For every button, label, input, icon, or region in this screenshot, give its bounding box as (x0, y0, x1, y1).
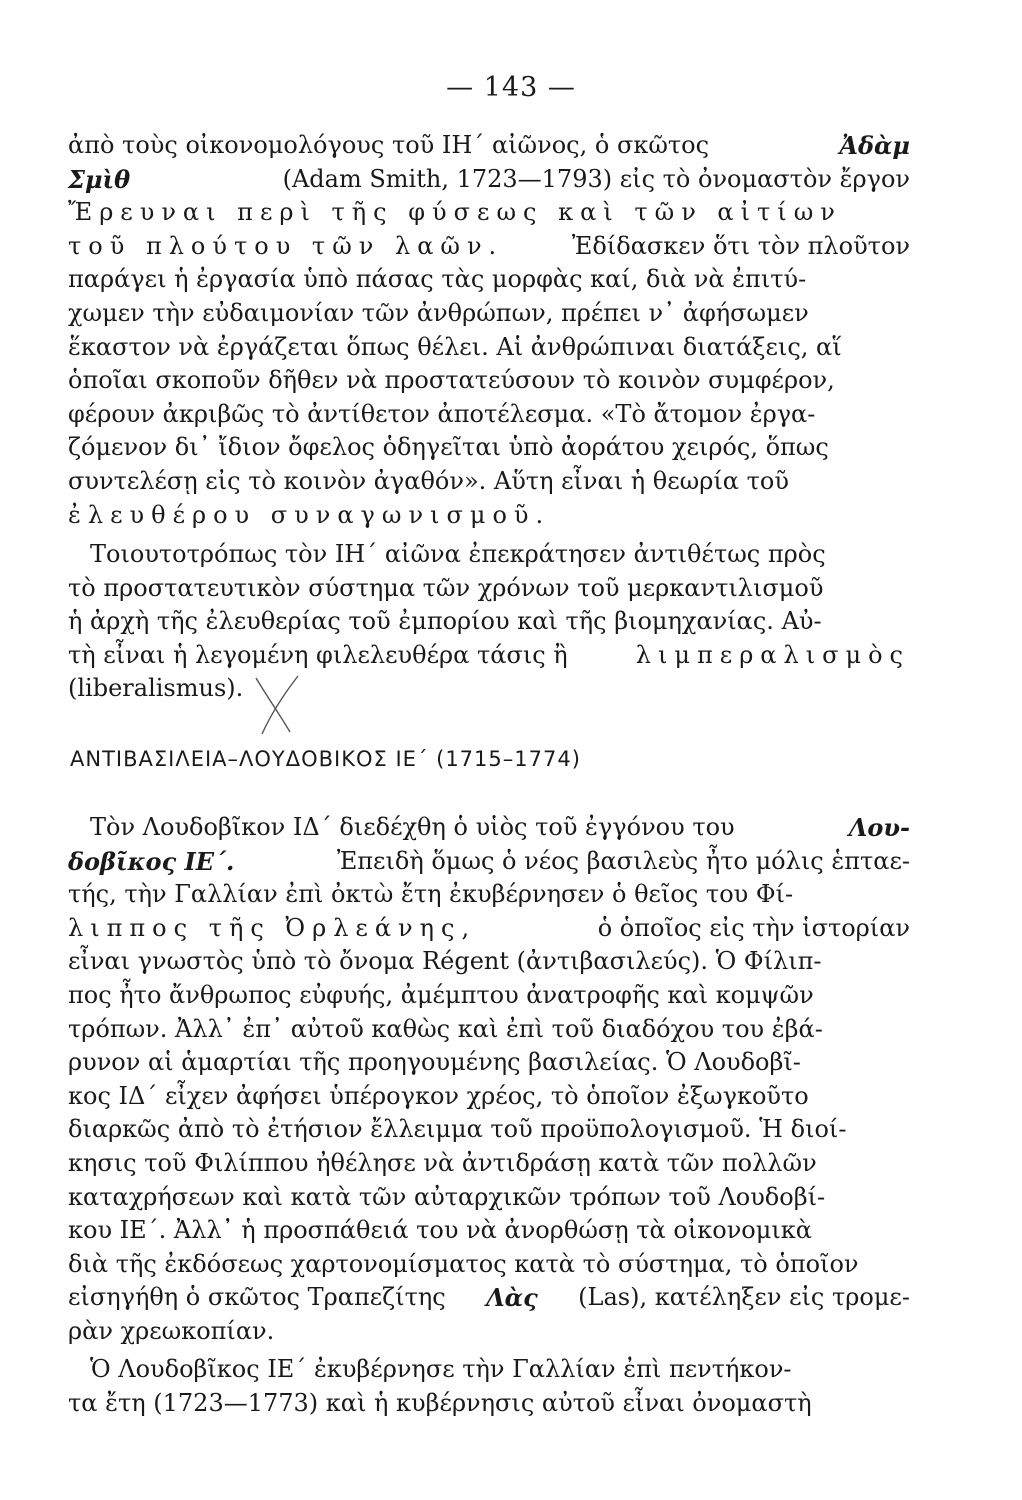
text-segment: τὴ εἶναι ἡ λεγομένη φιλελευθέρα τάσις ἢ (68, 640, 568, 669)
book-title-end: τοῦ πλούτου τῶν λαῶν. (68, 231, 504, 260)
text-segment: πος ἦτο ἄνθρωπος εὐφυής, ἀμέμπτου ἀνατροφῆς καὶ κομψῶν (68, 980, 814, 1009)
text-segment: ὁ ὁποῖος εἰς τὴν ἱστορίαν (597, 913, 910, 942)
text-segment: (Las), κατέληξεν εἰς τρομε- (578, 1283, 910, 1312)
text-segment: διαρκῶς ἀπὸ τὸ ἐτήσιον ἔλλειμμα τοῦ προϋπολογισμοῦ. Ἡ διοί- (68, 1115, 847, 1144)
text-segment: κου ΙΕ΄. Ἀλλ᾽ ἡ προσπάθειά του νὰ ἀνορθώσῃ τὰ οἰκονομικὰ (68, 1216, 812, 1245)
name-louis-end: δοβῖκος ΙΕ΄. (68, 846, 235, 876)
text-line (68, 1147, 910, 1181)
name-adam: Ἀδὰμ (839, 131, 910, 160)
text-line (68, 230, 910, 264)
book-title: Ἔρευναι περὶ τῆς φύσεως καὶ τῶν αἰτίων (68, 198, 842, 227)
text-segment: εἶναι γνωστὸς ὑπὸ τὸ ὄνομα Régent (ἀντιβασιλεύς). Ὁ Φίλιπ- (68, 947, 822, 976)
text-segment: φέρουν ἀκριβῶς τὸ ἀντίθετον ἀποτέλεσμα. «Τὸ ἄτομον ἐργα- (68, 399, 816, 428)
text-line (68, 538, 910, 572)
text-line (68, 499, 910, 533)
text-line (68, 263, 910, 297)
text-segment: ἀπὸ τοὺς οἰκονομολόγους τοῦ ΙΗ΄ αἰῶνος, ὁ σκῶτος (68, 131, 710, 159)
text-line-book-title (68, 196, 910, 230)
text-line (68, 979, 910, 1013)
name-louis-start: Λου- (848, 813, 910, 842)
text-line (68, 1013, 910, 1047)
text-line (68, 297, 910, 331)
text-segment: τὸ προστατευτικὸν σύστημα τῶν χρόνων τοῦ μερκαντιλισμοῦ (68, 573, 824, 602)
text-segment: ὁποῖαι σκοποῦν δῆθεν νὰ προστατεύσουν τὸ κοινὸν συμφέρον, (68, 366, 835, 395)
text-line (68, 1214, 910, 1248)
name-law: Λὰς (486, 1283, 538, 1313)
text-segment: (Adam Smith, 1723—1793) εἰς τὸ ὀνομαστὸν ἔργον (282, 164, 910, 193)
text-segment: συντελέσῃ εἰς τὸ κοινὸν ἀγαθόν». Αὕτη εἶναι ἡ θεωρία τοῦ (68, 466, 789, 495)
text-segment: εἰσηγήθη ὁ σκῶτος Τραπεζίτης (68, 1283, 446, 1312)
text-line (68, 398, 910, 432)
text-segment: τρόπων. Ἀλλ᾽ ἐπ᾽ αὐτοῦ καθὼς καὶ ἐπὶ τοῦ διαδόχου του ἐβά- (68, 1014, 823, 1043)
text-line (68, 912, 910, 946)
text-line (68, 1113, 910, 1147)
text-line (68, 878, 910, 912)
text-segment: ἐλευθέρου συναγωνισμοῦ. (68, 500, 551, 529)
text-line (68, 129, 910, 163)
section-heading: ΑΝΤΙΒΑΣΙΛΕΙΑ–ΛΟΥΔΟΒΙΚΟΣ ΙΕ΄ (1715–1774) (70, 747, 581, 771)
text-line (68, 1315, 910, 1349)
text-line (68, 431, 910, 465)
text-segment: τα ἔτη (1723—1773) καὶ ἡ κυβέρνησις αὐτοῦ εἶναι ὀνομαστὴ (68, 1388, 812, 1417)
text-segment: κησις τοῦ Φιλίππου ἠθέλησε νὰ ἀντιδράσῃ κατὰ τῶν πολλῶν (68, 1148, 817, 1177)
text-line (68, 163, 910, 197)
text-segment: Ὁ Λουδοβῖκος ΙΕ΄ ἐκυβέρνησε τὴν Γαλλίαν ἐπὶ πεντήκον- (90, 1355, 792, 1383)
text-segment: ἕκαστον νὰ ἐργάζεται ὅπως θέλει. Αἱ ἀνθρώπιναι διατάξεις, αἵ (68, 332, 842, 361)
text-line (68, 331, 910, 365)
paragraph-louis-xv-reign (68, 1353, 910, 1420)
text-line (68, 465, 910, 499)
text-segment: Τὸν Λουδοβῖκον ΙΔ΄ διεδέχθη ὁ υἱὸς τοῦ ἐγγόνου του (90, 813, 735, 841)
text-segment: Τοιουτοτρόπως τὸν ΙΗ΄ αἰῶνα ἐπεκράτησεν ἀντιθέτως πρὸς (90, 540, 826, 568)
text-segment: καταχρήσεων καὶ κατὰ τῶν αὐταρχικῶν τρόπων τοῦ Λουδοβί- (68, 1182, 826, 1211)
paragraph-adam-smith (68, 129, 910, 532)
text-segment: ζόμενον δι᾽ ἴδιον ὄφελος ὁδηγεῖται ὑπὸ ἀοράτου χειρός, ὅπως (68, 433, 829, 462)
text-line (68, 1353, 910, 1387)
text-line (68, 639, 910, 673)
text-segment: ἡ ἀρχὴ τῆς ἐλευθερίας τοῦ ἐμπορίου καὶ τῆς βιομηχανίας. Αὐ- (68, 607, 822, 636)
name-smith: Σμὶθ (68, 164, 131, 194)
text-segment: (liberalismus). (68, 674, 244, 703)
text-segment: Ἐπειδὴ ὅμως ὁ νέος βασιλεὺς ἦτο μόλις ἑπταε- (336, 846, 910, 875)
text-line (68, 364, 910, 398)
text-line (68, 672, 910, 706)
text-line (68, 1281, 910, 1315)
paragraph-liberalism (68, 538, 910, 706)
text-line (68, 1248, 910, 1282)
page-number: — 143 — (446, 72, 576, 103)
name-philippe-orleans: λιππος τῆς Ὀρλεάνης, (68, 913, 477, 942)
text-segment: ρυνον αἱ ἁμαρτίαι τῆς προηγουμένης βασιλείας. Ὁ Λουδοβῖ- (68, 1048, 801, 1077)
paragraph-louis-xv-regency (68, 811, 910, 1349)
text-line (68, 945, 910, 979)
text-segment: Ἐδίδασκεν ὅτι τὸν πλοῦτον (571, 231, 910, 260)
text-segment: ρὰν χρεωκοπίαν. (68, 1316, 275, 1345)
text-line (68, 845, 910, 879)
text-line (68, 1387, 910, 1421)
text-segment: κος ΙΔ΄ εἶχεν ἀφήσει ὑπέρογκον χρέος, τὸ ὁποῖον ἐξωγκοῦτο (68, 1081, 809, 1110)
text-segment: διὰ τῆς ἐκδόσεως χαρτονομίσματος κατὰ τὸ σύστημα, τὸ ὁποῖον (68, 1249, 859, 1278)
text-line (68, 605, 910, 639)
text-line (68, 811, 910, 845)
text-segment: τής, τὴν Γαλλίαν ἐπὶ ὀκτὼ ἔτη ἐκυβέρνησεν ὁ θεῖος του Φί- (68, 880, 794, 909)
text-line (68, 1181, 910, 1215)
text-segment: χωμεν τὴν εὐδαιμονίαν τῶν ἀνθρώπων, πρέπει ν᾽ ἀφήσωμεν (68, 298, 809, 327)
text-segment: παράγει ἡ ἐργασία ὑπὸ πάσας τὰς μορφὰς καί, διὰ νὰ ἐπιτύ- (68, 265, 807, 294)
term-liberalism: λιμπεραλισμὸς (635, 640, 910, 669)
pencil-cross-mark (250, 670, 305, 740)
text-line (68, 1046, 910, 1080)
text-line (68, 1080, 910, 1114)
text-line (68, 572, 910, 606)
